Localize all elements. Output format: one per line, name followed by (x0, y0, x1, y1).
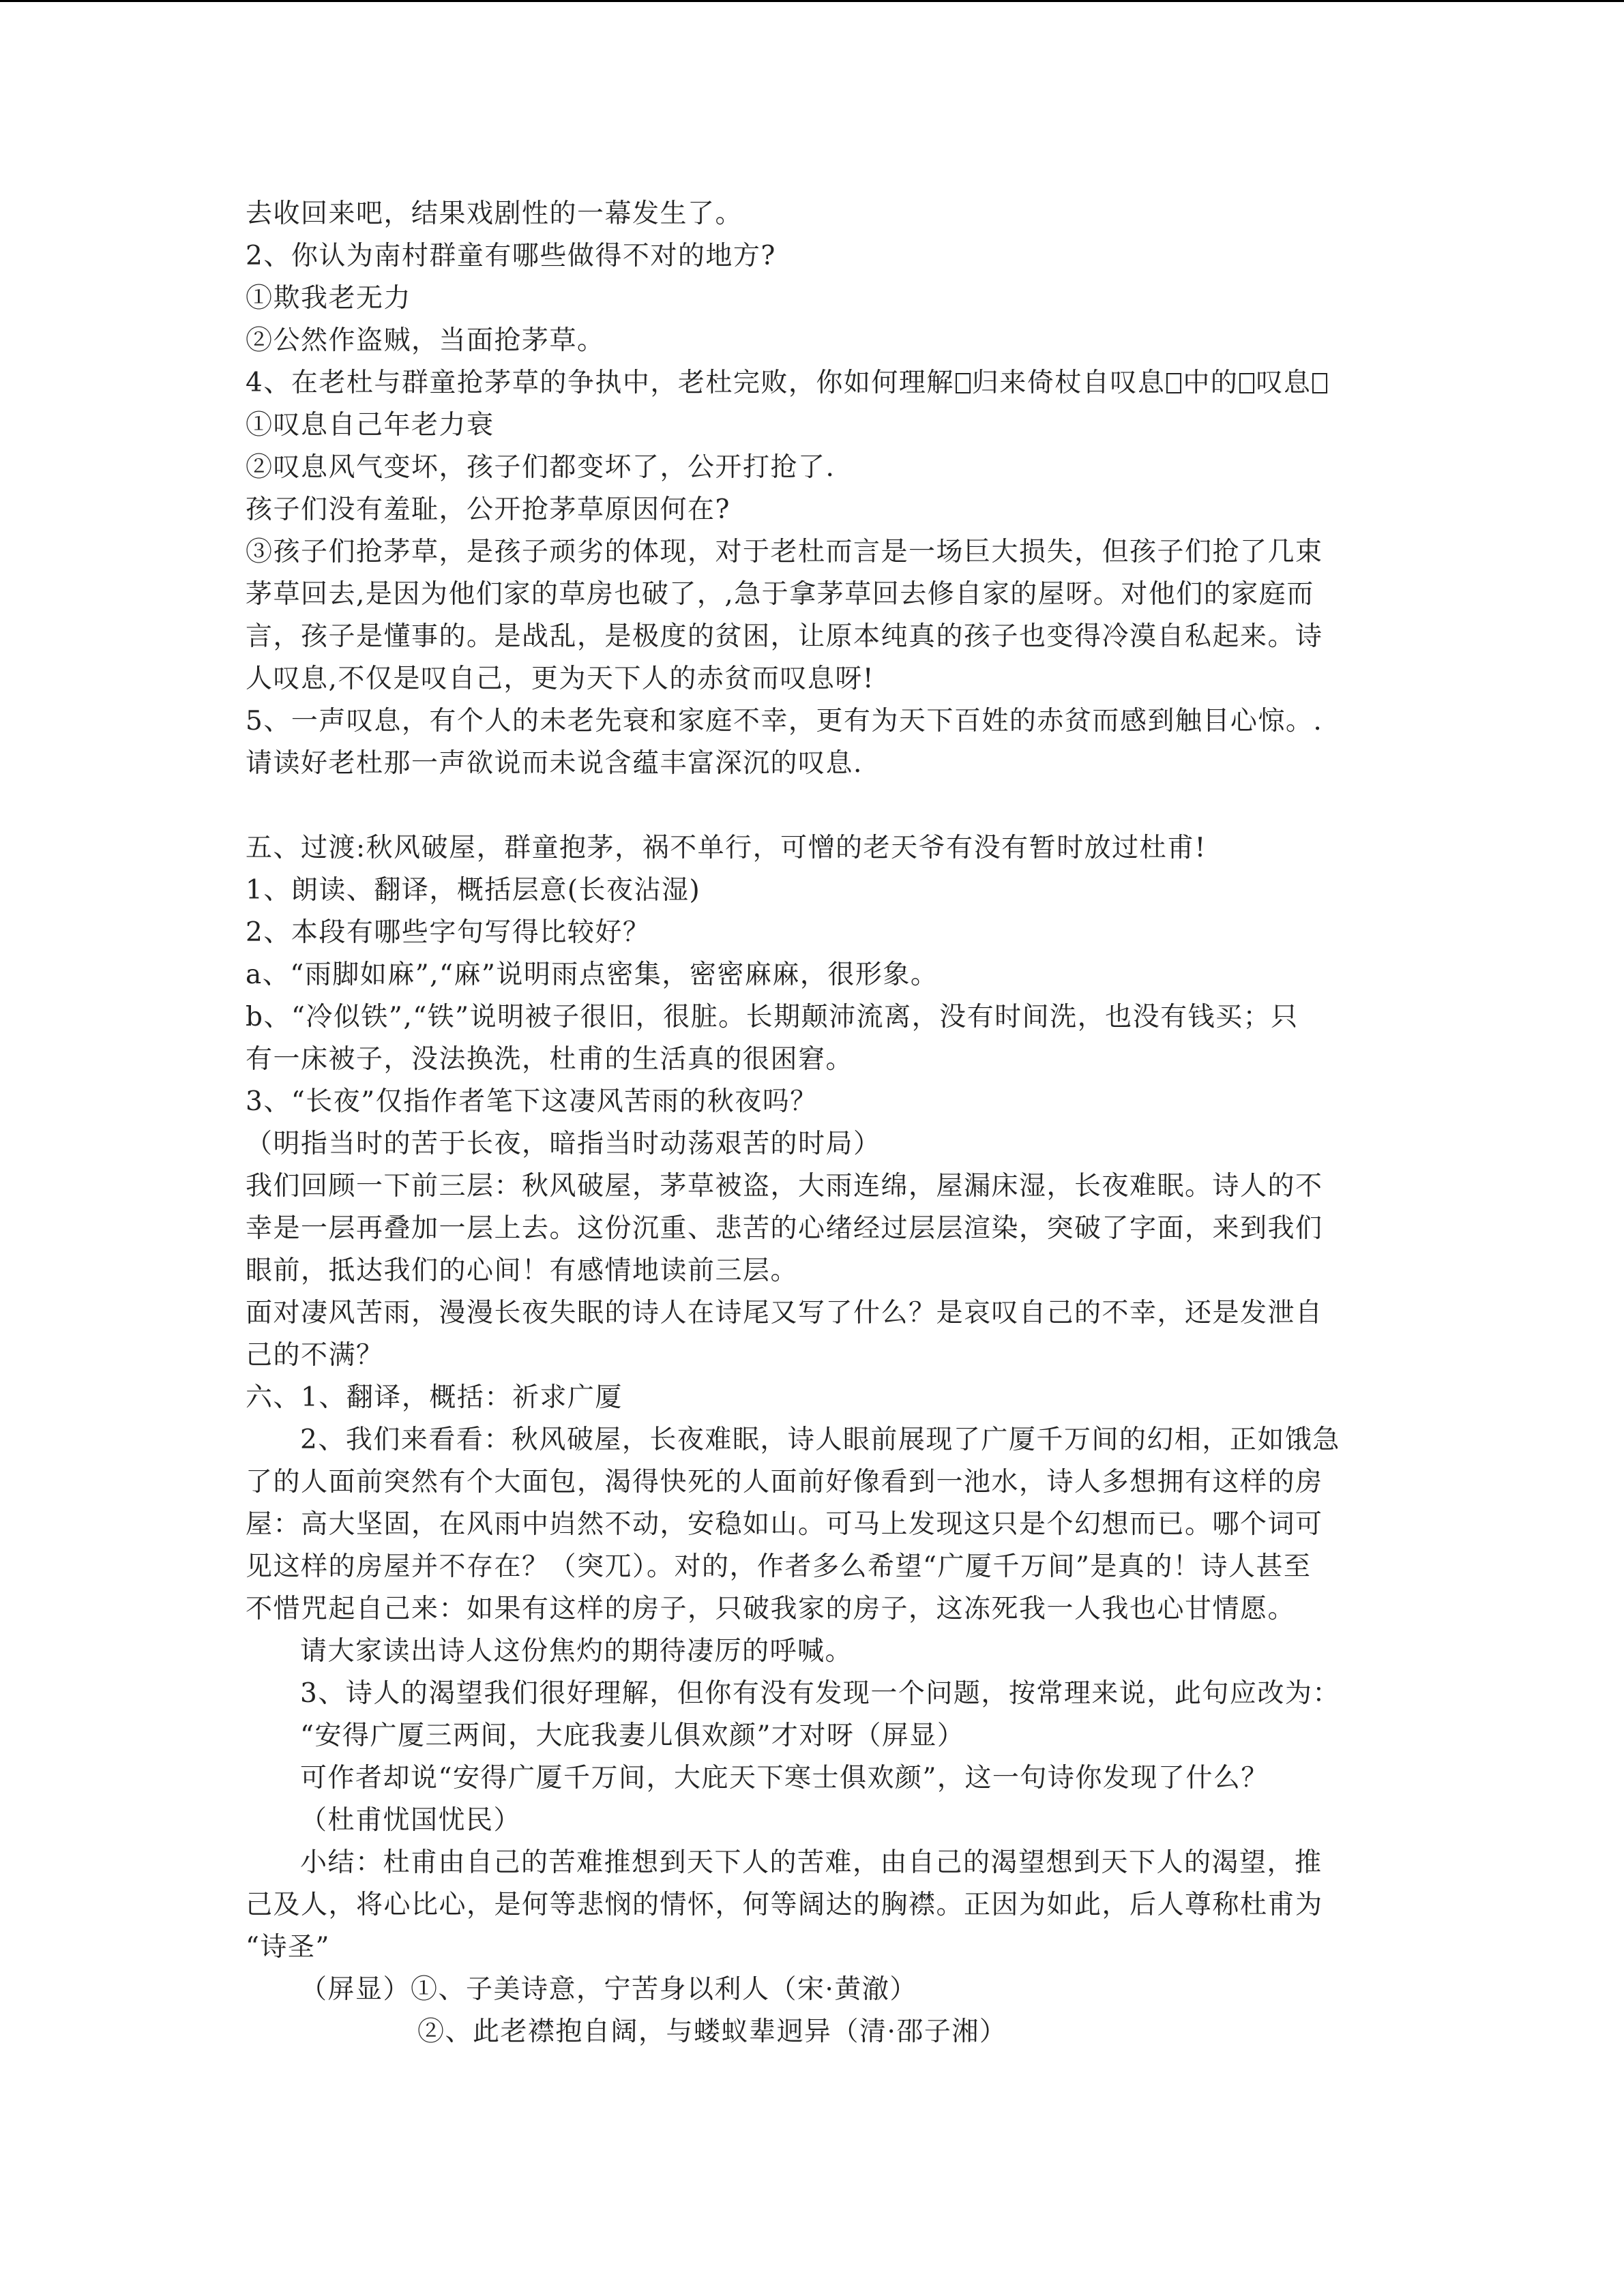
document-body (246, 193, 1371, 2053)
question-heading: 3、“长夜”仅指作者笔下这凄风苦雨的秋夜吗？ (246, 1086, 818, 1117)
answer-line: ②叹息风气变坏，孩子们都变坏了，公开打抢了. (246, 452, 836, 483)
text-line: 屋：高大坚固，在风雨中岿然不动，安稳如山。可马上发现这只是个幻想而已。哪个词可 (246, 1509, 1323, 1540)
text-line: 孩子们没有羞耻，公开抢茅草原因何在? (246, 494, 730, 525)
answer-line: b、“冷似铁”,“铁”说明被子很旧，很脏。长期颠沛流离，没有时间洗，也没有钱买；只 (246, 1002, 1299, 1032)
question-heading: 1、朗读、翻译，概括层意(长夜沾湿) (246, 875, 701, 906)
quoted-phrase: 叹息 (1256, 368, 1312, 398)
blank-line (246, 785, 1371, 827)
answer-line: （明指当时的苦于长夜，暗指当时动荡艰苦的时局） (246, 1129, 881, 1159)
missing-glyph-box (956, 373, 971, 393)
text-line: 眼前，抵达我们的心间！有感情地读前三层。 (246, 1255, 799, 1286)
quoted-phrase: 归来倚杖自叹息 (971, 368, 1166, 398)
text-line: 去收回来吧，结果戏剧性的一幕发生了。 (246, 198, 743, 229)
question-text: 4、在老杜与群童抢茅草的争执中，老杜完败，你如何理解 (246, 368, 954, 398)
question-text: 中的 (1183, 368, 1239, 398)
question-heading: 2、你认为南村群童有哪些做得不对的地方? (246, 241, 776, 271)
missing-glyph-box (1239, 373, 1254, 393)
question-heading: 2、本段有哪些字句写得比较好？ (246, 917, 651, 948)
answer-line: ②公然作盗贼，当面抢茅草。 (246, 325, 605, 356)
text-line: 了的人面前突然有个大面包，渴得快死的人面前好像看到一池水，诗人多想拥有这样的房 (246, 1467, 1323, 1497)
text-line: 己的不满？ (246, 1340, 384, 1371)
text-line: “安得广厦三两间，大庇我妻儿俱欢颜”才对呀（屏显） (300, 1720, 965, 1751)
question-heading (246, 362, 1371, 404)
text-line: 幸是一层再叠加一层上去。这份沉重、悲苦的心绪经过层层渲染，突破了字面，来到我们 (246, 1213, 1323, 1244)
section-heading: 六、1、翻译，概括：祈求广厦 (246, 1382, 623, 1413)
quote-line: （屏显）①、子美诗意，宁苦身以利人（宋·黄澈） (300, 1974, 917, 2005)
missing-glyph-box (1312, 373, 1327, 393)
question-heading: 2、我们来看看：秋风破屋，长夜难眠，诗人眼前展现了广厦千万间的幻相，正如饿急 (300, 1425, 1340, 1455)
question-heading: 3、诗人的渴望我们很好理解，但你有没有发现一个问题，按常理来说，此句应改为： (300, 1678, 1340, 1709)
text-line: 不惜咒起自己来：如果有这样的房子，只破我家的房子，这冻死我一人我也心甘情愿。 (246, 1594, 1296, 1624)
text-line: 人叹息,不仅是叹自己，更为天下人的赤贫而叹息呀! (246, 664, 875, 694)
quote-line: ②、此老襟抱自阔，与蝼蚁辈迥异（清·邵子湘） (417, 2016, 1007, 2047)
answer-line: a、“雨脚如麻”,“麻”说明雨点密集，密密麻麻，很形象。 (246, 959, 939, 990)
text-line: 见这样的房屋并不存在？（突兀）。对的，作者多么希望“广厦千万间”是真的！诗人甚至 (246, 1551, 1312, 1582)
text-line: 请读好老杜那一声欲说而未说含蕴丰富深沉的叹息. (246, 748, 863, 779)
answer-line: （杜甫忧国忧民） (300, 1805, 522, 1836)
text-line: 可作者却说“安得广厦千万间，大庇天下寒士俱欢颜”，这一句诗你发现了什么？ (300, 1763, 1269, 1793)
answer-line: ①叹息自己年老力衰 (246, 410, 494, 441)
missing-glyph-box (1166, 373, 1181, 393)
answer-line: ①欺我老无力 (246, 283, 412, 314)
question-heading: 5、一声叹息，有个人的未老先衰和家庭不幸，更有为天下百姓的赤贫而感到触目心惊。. (246, 706, 1323, 736)
text-line: 请大家读出诗人这份焦灼的期待凄厉的呼喊。 (300, 1636, 853, 1667)
answer-line: ③孩子们抢茅草，是孩子顽劣的体现，对于老杜而言是一场巨大损失，但孩子们抢了几束 (246, 537, 1323, 567)
top-border (0, 0, 1624, 2)
text-line: 言，孩子是懂事的。是战乱，是极度的贫困，让原本纯真的孩子也变得冷漠自私起来。诗 (246, 621, 1323, 652)
text-line: 我们回顾一下前三层：秋风破屋，茅草被盗，大雨连绵，屋漏床湿，长夜难眠。诗人的不 (246, 1171, 1323, 1202)
text-line: 茅草回去,是因为他们家的草房也破了，,急于拿茅草回去修自家的屋呀。对他们的家庭而 (246, 579, 1314, 610)
text-line: 有一床被子，没法换洗，杜甫的生活真的很困窘。 (246, 1044, 854, 1075)
summary-line: 小结：杜甫由自己的苦难推想到天下人的苦难，由自己的渴望想到天下人的渴望，推 (300, 1847, 1323, 1878)
text-line: 己及人，将心比心，是何等悲悯的情怀，何等阔达的胸襟。正因为如此，后人尊称杜甫为 (246, 1890, 1323, 1920)
text-line: 面对凄风苦雨，漫漫长夜失眠的诗人在诗尾又写了什么？是哀叹自己的不幸，还是发泄自 (246, 1298, 1323, 1328)
section-heading: 五、过渡:秋风破屋，群童抱茅，祸不单行，可憎的老天爷有没有暂时放过杜甫! (246, 833, 1207, 863)
text-line: “诗圣” (246, 1932, 330, 1963)
